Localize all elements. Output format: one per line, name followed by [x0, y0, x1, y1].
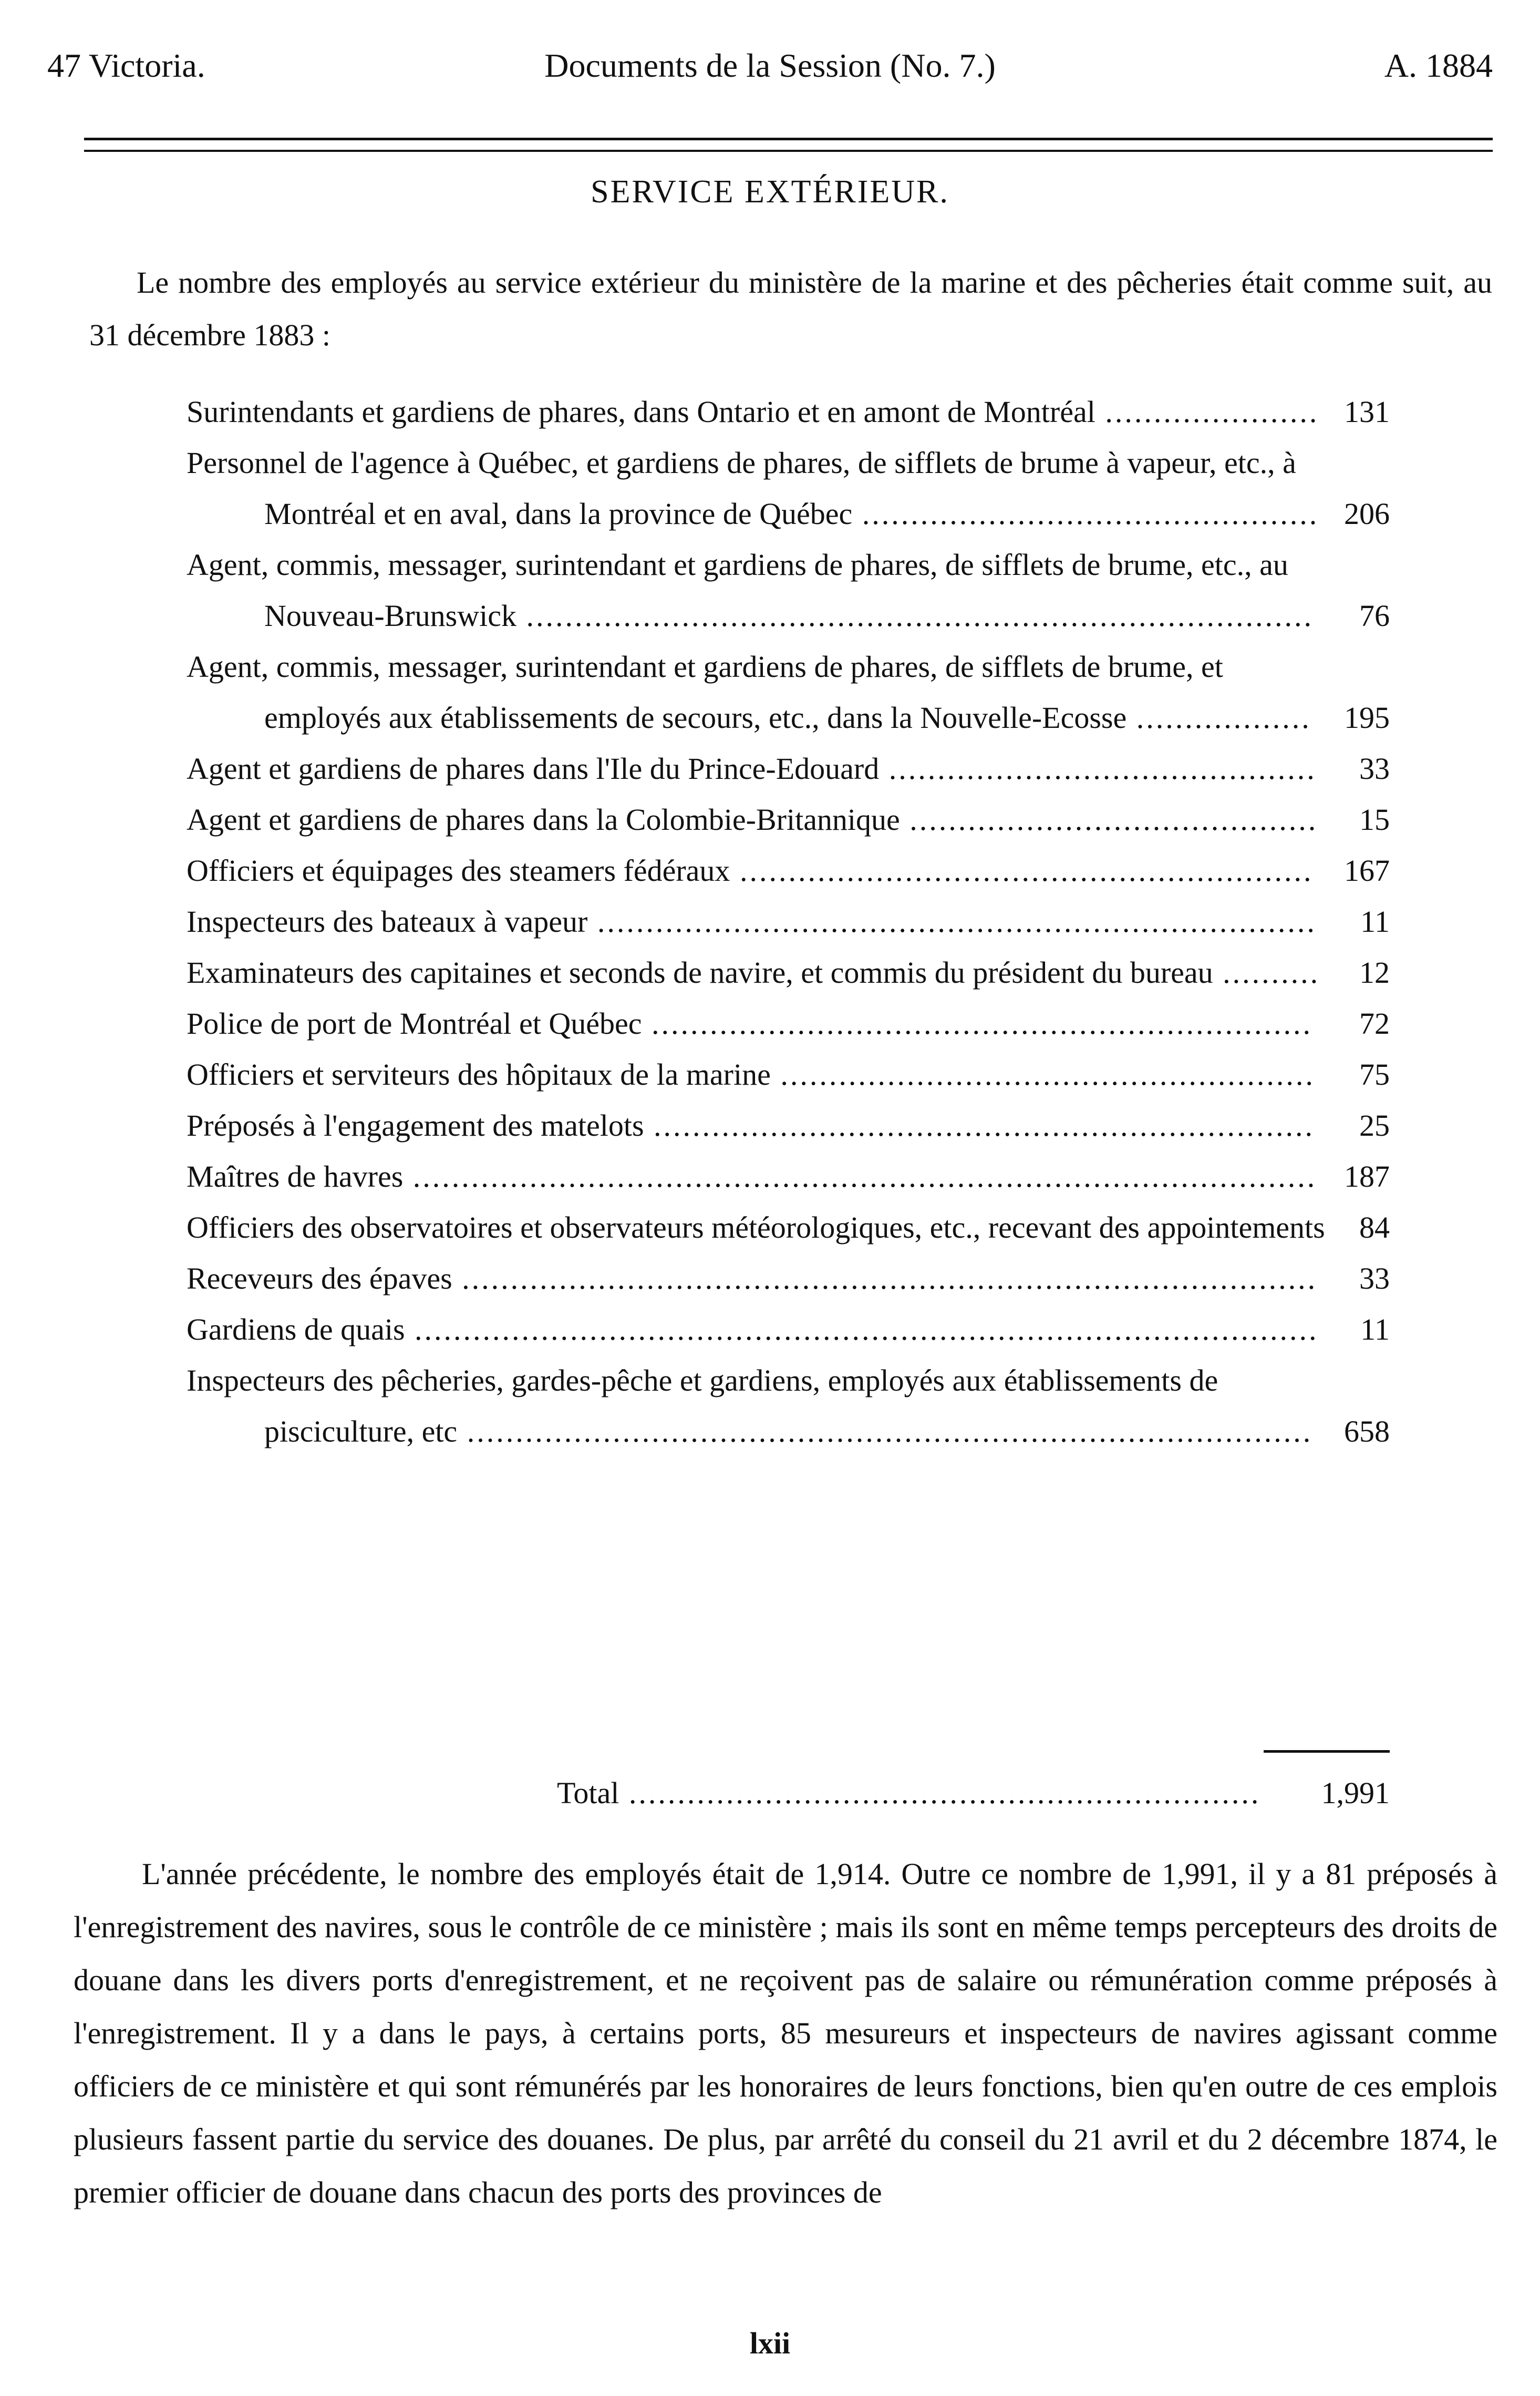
header-right: A. 1884: [1384, 47, 1493, 84]
total-rule: [1264, 1750, 1390, 1753]
dot-leader: ..........: [1213, 955, 1320, 990]
row-label: [187, 1304, 1326, 1355]
row-label: [187, 845, 1326, 896]
row-value: 131: [1344, 395, 1390, 429]
table-row: [187, 1253, 1390, 1304]
row-label: [187, 641, 1326, 743]
dot-leader: .............................................................................................: [403, 1159, 1317, 1194]
row-label-text: Officiers et équipages des steamers fédéraux: [187, 853, 730, 888]
row-value: 11: [1360, 904, 1390, 939]
row-label: [187, 1049, 1326, 1100]
dot-leader: .............................................................................................: [405, 1312, 1319, 1346]
table-row: [187, 1049, 1390, 1100]
row-label-text: Surintendants et gardiens de phares, dans Ontario et en amont de Montréal: [187, 395, 1095, 429]
dot-leader: .......................................................: [770, 1057, 1315, 1092]
row-label: [187, 1151, 1326, 1202]
row-value: 658: [1344, 1414, 1390, 1448]
closing-paragraph: L'année précédente, le nombre des employés était de 1,914. Outre ce nombre de 1,991, il y a 81 préposés à l'enregistrement des navires, sous le contrôle de ce ministère ; mais ils sont en même temps percepteurs des droits de douane dans les divers ports d'enregistrement, et ne reçoivent pas de salaire ou rémunération comme préposés à l'enregistrement. Il y a dans le pays, à certains ports, 85 mesureurs et inspecteurs de navires agissant comme officiers de ce ministère et qui sont rémunérés par les honoraires de leurs fonctions, bien qu'en outre de ces emplois plusieurs fassent partie du service des douanes. De plus, par arrêté du conseil du 21 avril et du 2 décembre 1874, le premier officier de douane dans chacun des ports des provinces de: [74, 1857, 1497, 2209]
row-label-text: Officiers des observatoires et observateurs météorologiques, etc., recevant des appointements: [187, 1210, 1325, 1245]
page-number: lxii: [749, 2326, 791, 2360]
row-label: [187, 1202, 1326, 1253]
row-label: [187, 386, 1326, 437]
total-row: [557, 1767, 1390, 1819]
row-label-text: Agent et gardiens de phares dans la Colombie-Britannique: [187, 803, 900, 837]
dot-leader: ..........................................: [900, 803, 1318, 837]
running-header: [47, 46, 1493, 94]
table-row: [187, 1355, 1390, 1457]
row-label: [187, 998, 1326, 1049]
table-row: [187, 896, 1390, 947]
row-label: [187, 1253, 1326, 1304]
table-row: [187, 998, 1390, 1049]
total-label-with-leaders: [557, 1767, 1258, 1819]
table-row: [187, 845, 1390, 896]
table-row: [187, 539, 1390, 641]
table-row: [187, 1304, 1390, 1355]
header-center: Documents de la Session (No. 7.): [544, 47, 996, 84]
row-label-text: Préposés à l'engagement des matelots: [187, 1108, 644, 1143]
row-value: 195: [1344, 701, 1390, 735]
employee-table: [187, 386, 1390, 1457]
row-value: 167: [1344, 853, 1390, 888]
row-label: [187, 437, 1326, 539]
table-row: [187, 1202, 1390, 1253]
table-row: [187, 1151, 1390, 1202]
row-label-text: Agent, commis, messager, surintendant et gardiens de phares, de sifflets de brume, etc., au Nouveau-Brunswick: [187, 548, 1288, 633]
table-row: [187, 947, 1390, 998]
intro-paragraph: Le nombre des employés au service extérieur du ministère de la marine et des pêcheries était comme suit, au 31 décembre 1883 :: [89, 265, 1492, 352]
dot-leader: ....................................................................: [642, 1006, 1312, 1041]
row-label-text: Agent et gardiens de phares dans l'Ile du Prince-Edouard: [187, 752, 880, 786]
header-double-rule: [84, 138, 1493, 152]
row-value: 76: [1359, 599, 1390, 633]
row-value: 75: [1359, 1057, 1390, 1092]
header-left: 47 Victoria.: [47, 47, 205, 84]
row-label-text: Personnel de l'agence à Québec, et gardiens de phares, de sifflets de brume à vapeur, etc., à Montréal et en aval, dans la province de Québec: [187, 446, 1296, 531]
dot-leader: ..................: [1126, 701, 1311, 735]
row-value: 12: [1359, 955, 1390, 990]
row-label-text: Maîtres de havres: [187, 1159, 404, 1194]
dot-leader: ............................................: [879, 752, 1317, 786]
dot-leader: ...............................................: [852, 497, 1319, 531]
row-label-text: Officiers et serviteurs des hôpitaux de la marine: [187, 1057, 771, 1092]
row-value: 33: [1359, 752, 1390, 786]
table-row: [187, 794, 1390, 845]
row-label: [187, 1100, 1326, 1151]
row-label-text: Gardiens de quais: [187, 1312, 405, 1346]
table-row: [187, 743, 1390, 794]
row-value: 84: [1359, 1210, 1390, 1245]
row-label: [187, 539, 1326, 641]
dot-leader: .......................................................................................: [457, 1414, 1313, 1448]
row-label-text: Police de port de Montréal et Québec: [187, 1006, 642, 1041]
row-label: [187, 794, 1326, 845]
row-label-text: Examinateurs des capitaines et seconds de navire, et commis du président du bureau: [187, 955, 1213, 990]
table-row: [187, 437, 1390, 539]
section-title: SERVICE EXTÉRIEUR.: [591, 174, 949, 210]
dot-leader: ...........................................................: [730, 853, 1314, 888]
dot-leader: ....................................................................: [644, 1108, 1315, 1143]
dot-leader: ......................: [1095, 395, 1319, 429]
dot-leader: ........................................................................................: [452, 1261, 1318, 1295]
row-value: 11: [1360, 1312, 1390, 1346]
row-label-text: Inspecteurs des pêcheries, gardes-pêche et gardiens, employés aux établissements de pisciculture, etc: [187, 1363, 1218, 1448]
row-label-text: Agent, commis, messager, surintendant et gardiens de phares, de sifflets de brume, et employés aux établissements de secours, etc., dans la Nouvelle-Ecosse: [187, 650, 1223, 735]
row-value: 187: [1344, 1159, 1390, 1194]
total-value: 1,991: [1321, 1776, 1390, 1810]
row-label: [187, 1355, 1326, 1457]
table-row: [187, 386, 1390, 437]
table-row: [187, 641, 1390, 743]
row-value: 33: [1359, 1261, 1390, 1295]
row-label: [187, 947, 1326, 998]
row-label: [187, 896, 1326, 947]
row-value: 25: [1359, 1108, 1390, 1143]
row-value: 206: [1344, 497, 1390, 531]
row-label-text: Receveurs des épaves: [187, 1261, 452, 1295]
dot-leader: ..........................................................................: [587, 904, 1317, 939]
row-value: 72: [1359, 1006, 1390, 1041]
table-row: [187, 1100, 1390, 1151]
row-label-text: Inspecteurs des bateaux à vapeur: [187, 904, 588, 939]
dot-leader: .................................................................................: [516, 599, 1314, 633]
row-label: [187, 743, 1326, 794]
row-value: 15: [1359, 803, 1390, 837]
total-label: Total: [557, 1776, 619, 1810]
